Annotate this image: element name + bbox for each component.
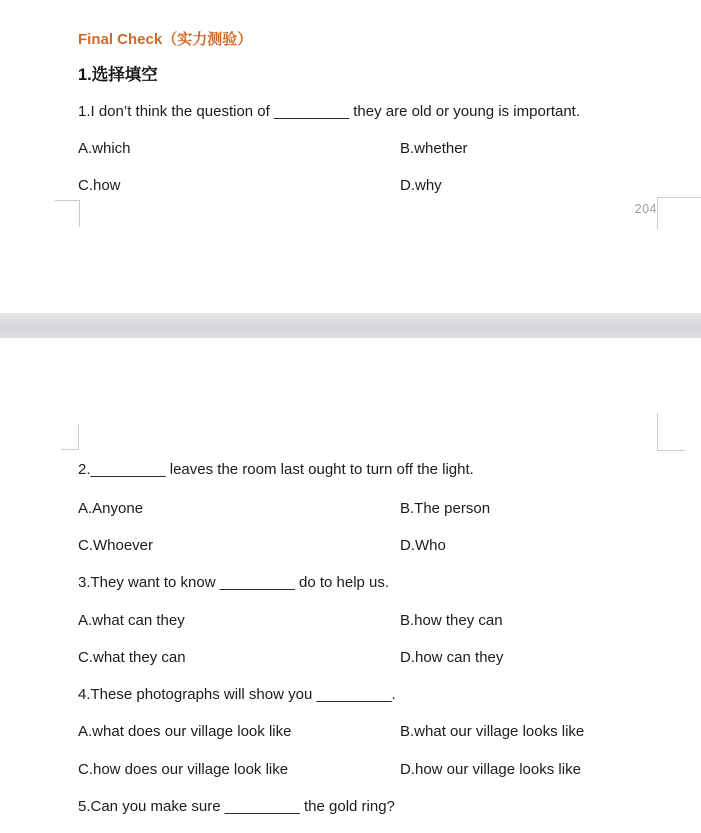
question-3-options-ab bbox=[78, 612, 688, 629]
question-1-options-cd bbox=[78, 177, 688, 194]
option-a: A.what does our village look like bbox=[78, 723, 292, 740]
question-2-text: 2._________ leaves the room last ought to turn off the light. bbox=[78, 461, 474, 478]
question-3-text: 3.They want to know _________ do to help us. bbox=[78, 574, 390, 591]
question-5-text: 5.Can you make sure _________ the gold ring? bbox=[78, 798, 395, 815]
option-c: C.how does our village look like bbox=[78, 761, 289, 778]
option-c: C.what they can bbox=[78, 649, 186, 666]
question-4-text: 4.These photographs will show you _________. bbox=[78, 686, 396, 703]
page-title: Final Check（实力测验） bbox=[78, 31, 253, 48]
option-b: B.how they can bbox=[400, 612, 503, 629]
option-a: A.Anyone bbox=[78, 500, 144, 517]
question-2-options-ab bbox=[78, 500, 688, 517]
margin-crop-mark-page2-left bbox=[61, 424, 79, 450]
question-1-text: 1.I don’t think the question of _________ they are old or young is important. bbox=[78, 103, 581, 120]
page-gap bbox=[0, 313, 701, 338]
question-4-options-ab bbox=[78, 723, 688, 740]
margin-crop-mark-page1-left bbox=[55, 200, 80, 227]
question-1-options-ab bbox=[78, 140, 688, 157]
page-number: 204 bbox=[634, 202, 657, 216]
option-a: A.which bbox=[78, 140, 131, 157]
option-d: D.Who bbox=[400, 537, 446, 554]
option-b: B.whether bbox=[400, 140, 468, 157]
option-c: C.Whoever bbox=[78, 537, 154, 554]
option-a: A.what can they bbox=[78, 612, 185, 629]
section-heading: 1.选择填空 bbox=[78, 66, 158, 84]
question-4-options-cd bbox=[78, 761, 688, 778]
question-3-options-cd bbox=[78, 649, 688, 666]
question-2-options-cd bbox=[78, 537, 688, 554]
option-b: B.The person bbox=[400, 500, 491, 517]
margin-crop-mark-page1-right bbox=[657, 197, 701, 229]
option-c: C.how bbox=[78, 177, 121, 194]
option-d: D.how can they bbox=[400, 649, 504, 666]
option-b: B.what our village looks like bbox=[400, 723, 585, 740]
option-d: D.how our village looks like bbox=[400, 761, 581, 778]
option-d: D.why bbox=[400, 177, 442, 194]
margin-crop-mark-page2-right bbox=[657, 413, 685, 451]
